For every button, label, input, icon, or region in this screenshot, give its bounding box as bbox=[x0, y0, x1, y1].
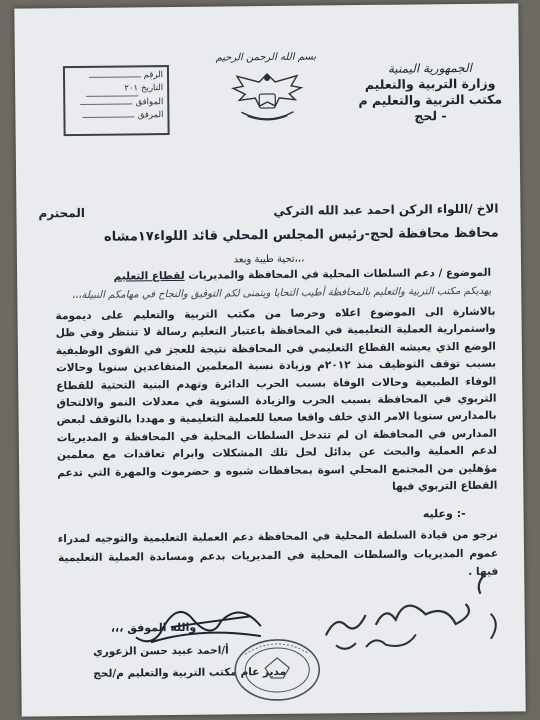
ministry-name: وزارة التربية والتعليم bbox=[364, 75, 496, 92]
handwritten-annotation-icon bbox=[305, 564, 506, 656]
recipient-name: الاخ /اللواء الركن احمد عبد الله التركي bbox=[273, 201, 499, 218]
stamp-row: التاريخ٢٠١ bbox=[69, 82, 163, 97]
official-seal-icon bbox=[231, 633, 324, 704]
stamp-row: المرفق bbox=[69, 109, 163, 123]
signatory-name: أ/احمد عبيد حسن الزعوري bbox=[92, 644, 229, 658]
letter-page bbox=[14, 3, 525, 716]
subject-label: الموضوع / دعم السلطات المحلية في المحافظة والمديريات bbox=[188, 266, 492, 282]
greeting: تحية طيبة وبعد،،، bbox=[233, 253, 305, 266]
letterhead-right bbox=[355, 60, 506, 126]
body-paragraph: بالاشارة الى الموضوع اعلاه وحرصا من مكتب التربية والتعليم على ديمومة واستمرارية العملية التعليمية في المحافظة باعتبار التعليم رسالة لا تنتظر وفي ظل الوضع الذي يعيشه القطاع التعليمي في المحافظة نتيجة للعجز في القوى الوظيفية بسبب توقف التوظيف منذ ٢٠١٢م وزيادة نسبة المعلمين المتقاعدين سنويا وحالات الوفاء الطبيعية وحالات الوفاة بسبب الحرب الدائرة وتهدم البنية التحتية للقطاع التربوي في المحافظة بسبب الحرب والزيادة السنوية في معدلات النمو والالتحاق بالمدارس سنويا الامر الذي خلف واقعا صعبا للعملية التعليمية و مهددا بالتوقف لبعض المدارس في المحافظة ان لم تتدخل السلطات المحلية في المحافظة و المديريات لدعم العملية والبحث عن بدائل لحل تلك المشكلات وابرام تعاقدات مع معلمين مؤهلين من المجتمع المحلي اسوة بمحافظات شبوه و حضرموت والمهرة التي تدعم القطاع التربوي فيها bbox=[55, 305, 498, 493]
handwritten-greeting: يهديكم مكتب التربية والتعليم بالمحافظة أطيب التحايا ويتمنى لكم التوفيق والنجاح في مهامكم النبيلة،،، bbox=[71, 285, 492, 302]
reference-stamp bbox=[63, 65, 170, 136]
closing-phrase: والله الموفق ،،، bbox=[110, 620, 197, 635]
request-paragraph: نرجو من قيادة السلطة المحلية في المحافظة دعم العملية التعليمية والتوجيه لمدراء عموم المديريات والسلطات المحلية في المديريات بدعم ومساندة العملية التعليمية فيها . bbox=[57, 528, 499, 578]
stamp-row: الرقم bbox=[69, 69, 163, 83]
subject-line bbox=[114, 267, 492, 283]
conjunction: وعليه :- bbox=[422, 506, 466, 521]
country-name: الجمهورية اليمنية bbox=[387, 60, 473, 76]
basmala: بسم الله الرحمن الرحيم bbox=[215, 51, 317, 64]
office-name: مكتب التربية والتعليم م - لحج bbox=[358, 91, 503, 124]
signatory-title: مدير عام مكتب التربية والتعليم م/لحج bbox=[93, 665, 287, 680]
respect-title: المحترم bbox=[38, 205, 86, 221]
recipient-position: محافظ محافظة لحج-رئيس المجلس المحلي قائد اللواء١٧مشاه bbox=[103, 225, 499, 245]
stamp-row: الموافق bbox=[69, 96, 163, 110]
recipient-line bbox=[38, 202, 498, 221]
eagle-emblem-icon bbox=[229, 66, 306, 129]
subject-highlight: لقطاع التعليم bbox=[113, 269, 185, 283]
